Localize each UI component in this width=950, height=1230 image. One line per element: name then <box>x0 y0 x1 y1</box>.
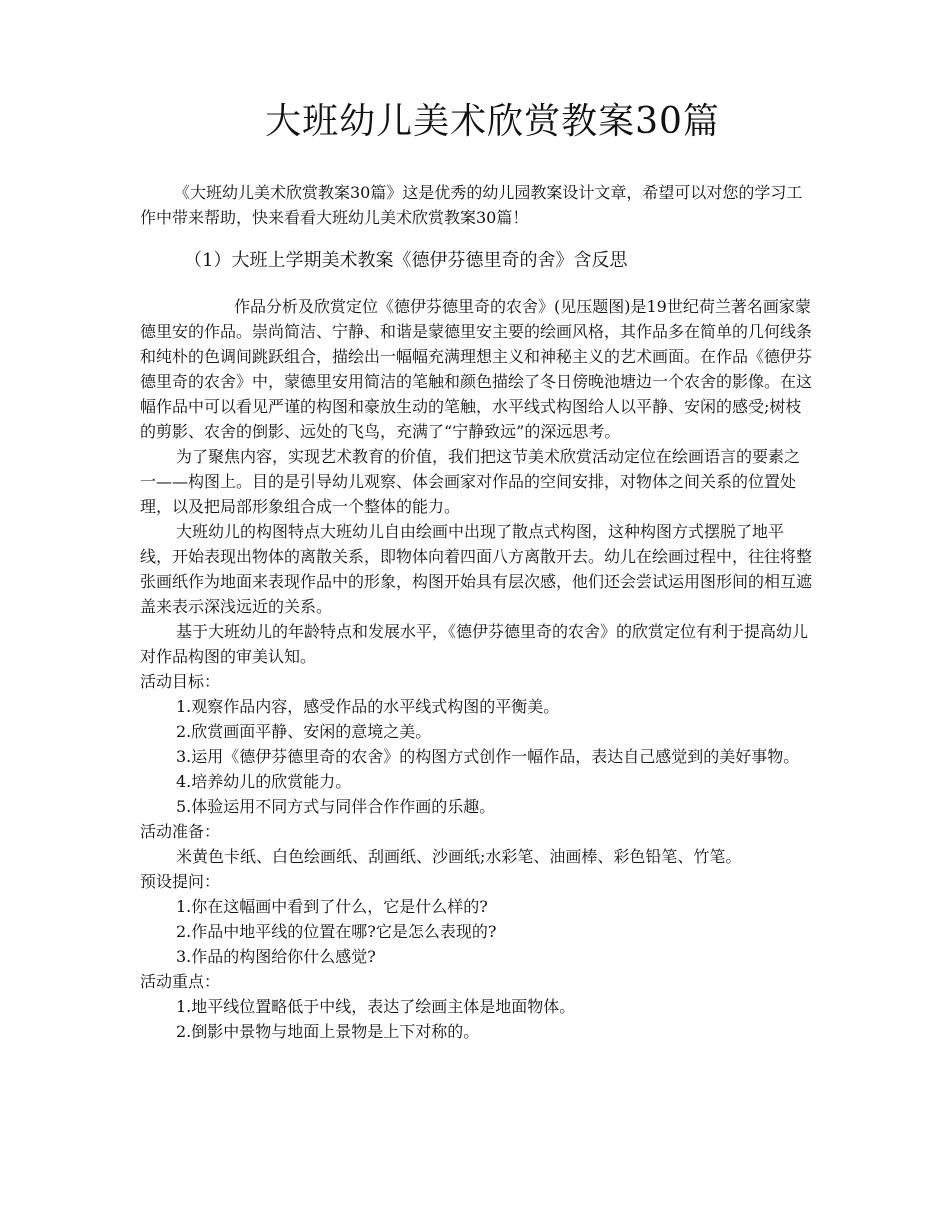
intro-paragraph: 《大班幼儿美术欣赏教案30篇》这是优秀的幼儿园教案设计文章，希望可以对您的学习工作中带来帮助，快来看看大班幼儿美术欣赏教案30篇！ <box>140 183 803 227</box>
focus-label: 活动重点： <box>140 972 221 991</box>
section-heading: （1）大班上学期美术教案《德伊芬德里奇的舍》含反思 <box>184 250 628 271</box>
prep-text: 米黄色卡纸、白色绘画纸、刮画纸、沙画纸;水彩笔、油画棒、彩色铅笔、竹笔。 <box>176 847 742 866</box>
goal-item: 1.观察作品内容，感受作品的水平线式构图的平衡美。 <box>176 697 560 716</box>
goal-item: 4.培养幼儿的欣赏能力。 <box>176 772 352 791</box>
page-title: 大班幼儿美术欣赏教案30篇 <box>265 101 720 142</box>
prep-label: 活动准备： <box>140 822 221 841</box>
focus-item: 1.地平线位置略低于中线，表达了绘画主体是地面物体。 <box>176 997 576 1016</box>
paragraph-composition-traits: 大班幼儿的构图特点大班幼儿自由绘画中出现了散点式构图，这种构图方式摆脱了地平线，开始表现出物体的离散关系，即物体向着四面八方离散开去。幼儿在绘画过程中，往往将整张画纸作为地面来表现作品中的形象，构图开始具有层次感，他们还会尝试运用图形间的相互遮盖来表示深浅远近的关系。 <box>140 522 813 616</box>
paragraph-artwork-analysis: 作品分析及欣赏定位《德伊芬德里奇的农舍》(见压题图)是19世纪荷兰著名画家蒙德里安的作品。崇尚简洁、宁静、和谐是蒙德里安主要的绘画风格，其作品多在简单的几何线条和纯朴的色调间跳跃组合，描绘出一幅幅充满理想主义和神秘主义的艺术画面。在作品《德伊芬德里奇的农舍》中，蒙德里安用简洁的笔触和颜色描绘了冬日傍晚池塘边一个农舍的影像。在这幅作品中可以看见严谨的构图和豪放生动的笔触，水平线式构图给人以平静、安闲的感受;树枝的剪影、农舍的倒影、远处的飞鸟，充满了“宁静致远”的深远思考。 <box>140 297 813 441</box>
goal-item: 2.欣赏画面平静、安闲的意境之美。 <box>176 722 432 741</box>
goal-item: 5.体验运用不同方式与同伴合作作画的乐趣。 <box>176 797 496 816</box>
question-item: 1.你在这幅画中看到了什么，它是什么样的? <box>176 897 488 916</box>
document-body <box>140 180 812 1044</box>
goal-item: 3.运用《德伊芬德里奇的农舍》的构图方式创作一幅作品，表达自己感觉到的美好事物。 <box>176 747 800 766</box>
questions-label: 预设提问： <box>140 872 221 891</box>
paragraph-age-basis: 基于大班幼儿的年龄特点和发展水平，《德伊芬德里奇的农舍》的欣赏定位有利于提高幼儿对作品构图的审美认知。 <box>140 622 809 666</box>
question-item: 2.作品中地平线的位置在哪?它是怎么表现的? <box>176 922 497 941</box>
paragraph-focus-positioning: 为了聚焦内容，实现艺术教育的价值，我们把这节美术欣赏活动定位在绘画语言的要素之一——构图上。目的是引导幼儿观察、体会画家对作品的空间安排，对物体之间关系的位置处理，以及把局部形象组合成一个整体的能力。 <box>140 447 801 516</box>
focus-item: 2.倒影中景物与地面上景物是上下对称的。 <box>176 1022 480 1041</box>
goals-label: 活动目标： <box>140 672 221 691</box>
question-item: 3.作品的构图给你什么感觉? <box>176 947 376 966</box>
